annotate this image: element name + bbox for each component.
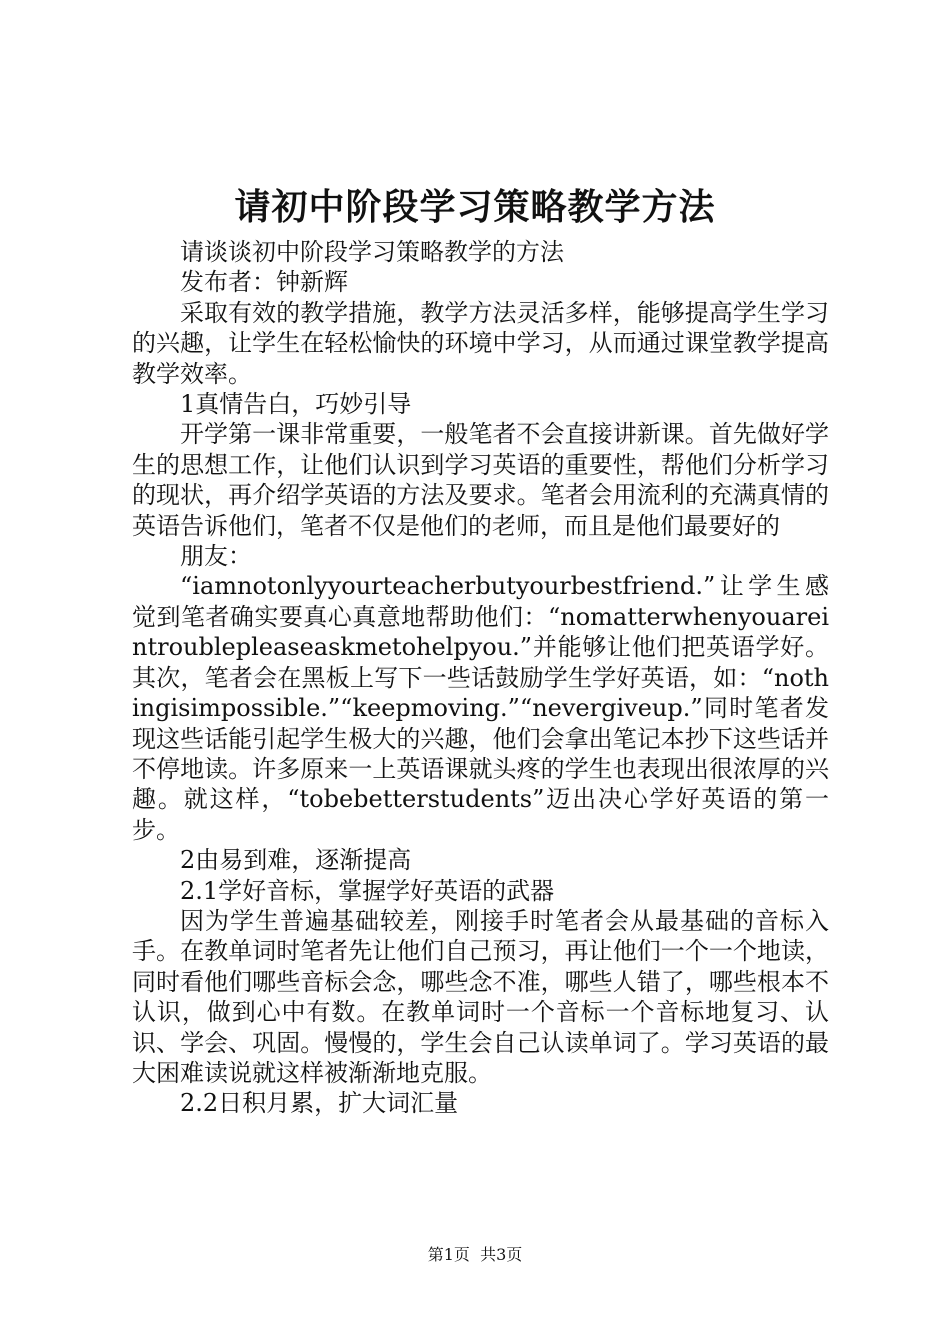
subsection-heading-2-2: 2.2日积月累，扩大词汇量	[180, 1089, 459, 1118]
page-number: 第1页 共3页	[427, 1245, 523, 1264]
page-footer	[0, 1244, 950, 1266]
body-paragraph: 因为学生普遍基础较差，刚接手时笔者会从最基础的音标入手。在教单词时笔者先让他们自己预习，再让他们一个一个地读，同时看他们哪些音标会念，哪些念不准，哪些人错了，哪些根本不认识，做到心中有数。在教单词时一个音标一个音标地复习、认识、学会、巩固。慢慢的，学生会自己认读单词了。学习英语的最大困难读说就这样被渐渐地克服。	[132, 906, 829, 1087]
subsection-heading-2-1: 2.1学好音标，掌握学好英语的武器	[180, 876, 555, 905]
intro-paragraph: 采取有效的教学措施，教学方法灵活多样，能够提高学生学习的兴趣，让学生在轻松愉快的环境中学习，从而通过课堂教学提高教学效率。	[132, 298, 829, 388]
body-paragraph: 朋友：	[180, 542, 252, 571]
author-line: 发布者：钟新辉	[180, 268, 348, 297]
section-heading-2: 2由易到难，逐渐提高	[180, 846, 412, 875]
body-paragraph: “iamnotonlyyourteacherbutyourbestfriend.”让学生感觉到笔者确实要真心真意地帮助他们：“nomatterwhenyouareintroublepleaseaskmetohelpyou.”并能够让他们把英语学好。其次，笔者会在黑板上写下一些话鼓励学生学好英语，如：“nothingisimpossible.”“keepmoving.”“nevergiveup.”同时笔者发现这些话能引起学生极大的兴趣，他们会拿出笔记本抄下这些话并不停地读。许多原来一上英语课就头疼的学生也表现出很浓厚的兴趣。就这样，“tobebetterstudents”迈出决心学好英语的第一步。	[132, 572, 829, 844]
body-paragraph: 开学第一课非常重要，一般笔者不会直接讲新课。首先做好学生的思想工作，让他们认识到学习英语的重要性，帮他们分析学习的现状，再介绍学英语的方法及要求。笔者会用流利的充满真情的英语告诉他们，笔者不仅是他们的老师，而且是他们最要好的	[132, 420, 829, 540]
subtitle-paragraph: 请谈谈初中阶段学习策略教学的方法	[180, 238, 564, 266]
section-heading-1: 1真情告白，巧妙引导	[180, 390, 412, 419]
document-body	[132, 237, 829, 1119]
document-title: 请初中阶段学习策略教学方法	[234, 186, 716, 228]
